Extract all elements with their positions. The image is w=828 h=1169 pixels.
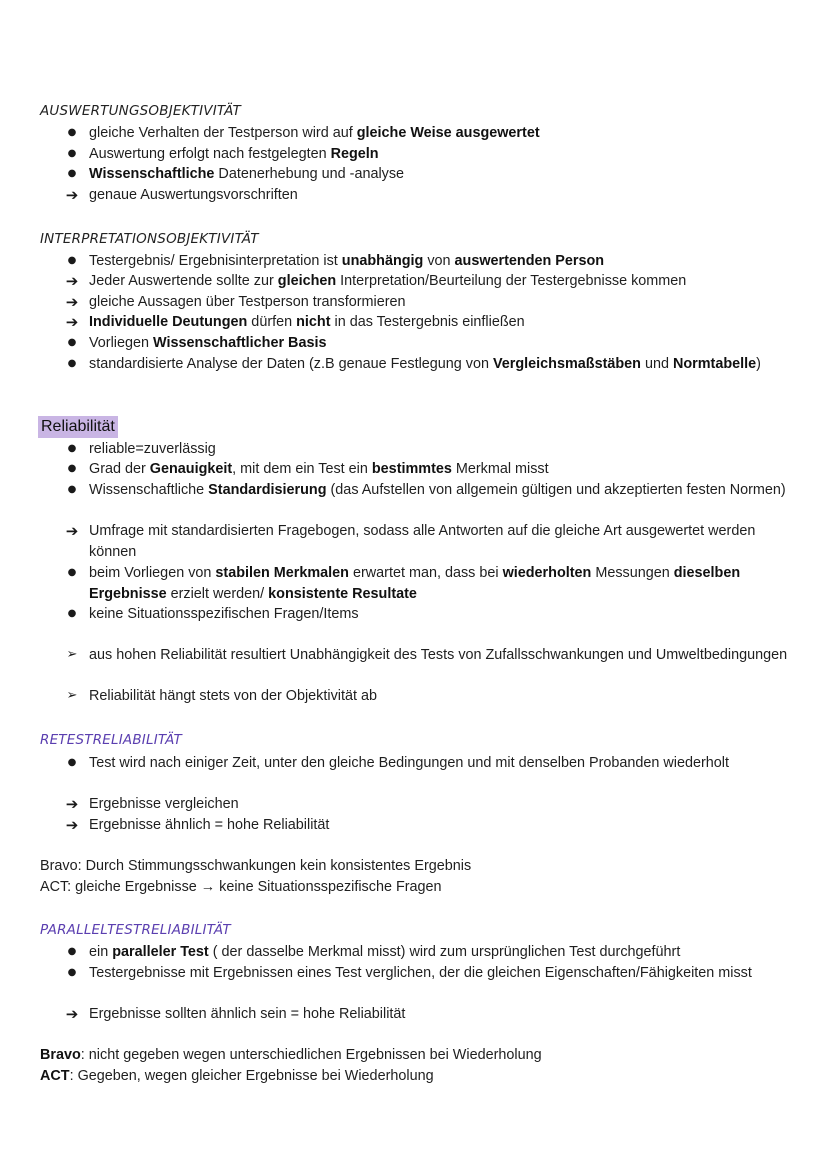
- list-item-text: [89, 521, 801, 562]
- bullet-icon: ●: [67, 567, 77, 578]
- text-run: beim Vorliegen von: [89, 565, 216, 581]
- list-item-text: [89, 815, 801, 836]
- bold-text: Normtabelle: [672, 356, 757, 372]
- arrow-icon: ➔: [65, 313, 79, 331]
- text-run: ): [756, 356, 761, 372]
- triangle-arrow-icon: ➢: [66, 688, 78, 703]
- text-run: ( der dasselbe Merkmal misst) wird zum ursprünglichen Test durchgeführt: [208, 944, 681, 960]
- bullet-icon: ●: [67, 337, 77, 348]
- triangle-arrow-icon: ➢: [66, 647, 78, 662]
- list-item-text: [89, 963, 801, 984]
- text-run: Reliabilität hängt stets von der Objektivität ab: [89, 688, 377, 704]
- text-run: Interpretation/Beurteilung der Testergebnisse kommen: [336, 273, 687, 289]
- text-run: gleiche Verhalten der Testperson wird auf: [89, 125, 357, 141]
- list-item-text: [89, 459, 801, 480]
- text-run: Testergebnisse mit Ergebnissen eines Test verglichen, der die gleichen Eigenschaften/Fähigkeiten misst: [89, 965, 752, 981]
- arrow-icon: ➔: [65, 272, 79, 290]
- bold-text: Regeln: [330, 146, 379, 162]
- bullet-icon: ●: [67, 148, 77, 159]
- text-run: Grad der: [89, 461, 150, 477]
- bullet-icon: ●: [67, 358, 77, 369]
- bullet-icon: ●: [67, 127, 77, 138]
- text-run: dürfen: [247, 314, 297, 330]
- text-run: erzielt werden/: [166, 585, 269, 602]
- heading-retestreliabilitaet: RETESTRELIABILITÄT: [40, 732, 183, 748]
- text-run: Ergebnisse ähnlich = hohe Reliabilität: [89, 817, 330, 833]
- text-run: (das Aufstellen von allgemein gültigen und akzeptierten festen Normen): [326, 482, 786, 498]
- text-run: erwartet man, dass bei: [348, 565, 503, 581]
- arrow-icon: ➔: [65, 816, 79, 834]
- text-run: von: [423, 253, 455, 269]
- text-run: gleiche Aussagen über Testperson transformieren: [89, 294, 406, 310]
- note-bravo-retest: [40, 856, 800, 877]
- list-item-text: [89, 794, 801, 815]
- bold-text: gleichen: [277, 273, 337, 289]
- list-item-text: [89, 251, 801, 272]
- bullet-icon: ●: [67, 255, 77, 266]
- text-run: Test wird nach einiger Zeit, unter den gleiche Bedingungen und mit denselben Probanden wiederholt: [89, 755, 730, 771]
- bold-text: Individuelle Deutungen: [89, 314, 248, 330]
- text-run: Merkmal misst: [451, 461, 549, 477]
- text-run: aus hohen Reliabilität resultiert Unabhängigkeit des Tests von Zufallsschwankungen und Umweltbedingungen: [89, 647, 788, 663]
- heading-paralleltestreliabilitaet: PARALLELTESTRELIABILITÄT: [40, 922, 231, 938]
- heading-interpretationsobjektivitaet: INTERPRETATIONSOBJEKTIVITÄT: [40, 231, 259, 247]
- arrow-icon: ➔: [65, 522, 79, 540]
- list-item-text: [89, 942, 801, 963]
- text-run: ACT: gleiche Ergebnisse → keine Situationsspezifische Fragen: [40, 879, 442, 895]
- bold-text: dieselben Ergebnisse: [89, 565, 741, 602]
- list-item-text: [89, 123, 801, 144]
- text-run: Bravo: Durch Stimmungsschwankungen kein konsistentes Ergebnis: [40, 858, 472, 874]
- list-item-text: [89, 604, 801, 625]
- list-item-text: [89, 480, 801, 501]
- text-run: Wissenschaftliche: [89, 482, 209, 498]
- text-run: genaue Auswertungsvorschriften: [89, 187, 298, 203]
- bold-text: Vergleichsmaßstäben: [492, 356, 641, 372]
- bold-text: Standardisierung: [208, 482, 327, 498]
- bullet-icon: ●: [67, 757, 77, 768]
- list-item-text: [89, 753, 801, 774]
- list-item-text: [89, 645, 801, 666]
- text-run: Ergebnisse sollten ähnlich sein = hohe Reliabilität: [89, 1006, 406, 1022]
- bold-text: ACT: [40, 1068, 70, 1084]
- arrow-icon: ➔: [65, 293, 79, 311]
- text-run: Auswertung erfolgt nach festgelegten: [89, 146, 331, 162]
- list-item-text: [89, 292, 801, 313]
- list-item-text: [89, 271, 801, 292]
- bullet-icon: ●: [67, 463, 77, 474]
- list-item-text: [89, 439, 801, 460]
- arrow-icon: ➔: [65, 1005, 79, 1023]
- text-run: Datenerhebung und -analyse: [214, 166, 405, 182]
- list-item-text: [89, 1004, 801, 1025]
- text-run: : Gegeben, wegen gleicher Ergebnisse bei Wiederholung: [69, 1068, 434, 1084]
- text-run: , mit dem ein Test ein: [232, 461, 372, 477]
- bold-text: konsistente Resultate: [268, 585, 417, 602]
- text-run: Umfrage mit standardisierten Fragebogen, sodass alle Antworten auf die gleiche Art ausgewertet werden können: [89, 523, 756, 560]
- text-run: in das Testergebnis einfließen: [330, 314, 525, 330]
- bold-text: Wissenschaftliche: [89, 166, 215, 182]
- text-run: : nicht gegeben wegen unterschiedlichen Ergebnissen bei Wiederholung: [80, 1047, 542, 1063]
- text-run: standardisierte Analyse der Daten (z.B genaue Festlegung von: [89, 356, 493, 372]
- text-run: Vorliegen: [89, 335, 154, 351]
- text-run: Jeder Auswertende sollte zur: [89, 273, 278, 289]
- list-item-text: [89, 354, 801, 375]
- note-act-parallel: [40, 1066, 800, 1087]
- text-run: Messungen: [591, 565, 674, 581]
- heading-reliabilitaet: Reliabilität: [38, 416, 118, 438]
- bold-text: bestimmtes: [371, 461, 452, 477]
- bold-text: gleiche Weise ausgewertet: [356, 125, 540, 141]
- text-run: Ergebnisse vergleichen: [89, 796, 239, 812]
- bullet-icon: ●: [67, 168, 77, 179]
- bold-text: Bravo: [40, 1047, 81, 1063]
- text-run: keine Situationsspezifischen Fragen/Items: [89, 606, 359, 622]
- note-bravo-parallel: [40, 1045, 800, 1066]
- bold-text: unabhängig: [341, 253, 424, 269]
- text-run: ein: [89, 944, 113, 960]
- bold-text: paralleler Test: [112, 944, 209, 960]
- note-act-retest: [40, 877, 800, 898]
- list-item-text: [89, 144, 801, 165]
- list-item-text: [89, 312, 801, 333]
- bullet-icon: ●: [67, 608, 77, 619]
- text-run: reliable=zuverlässig: [89, 441, 216, 457]
- bullet-icon: ●: [67, 946, 77, 957]
- arrow-icon: ➔: [65, 186, 79, 204]
- bold-text: Genauigkeit: [149, 461, 233, 477]
- bold-text: auswertenden Person: [454, 253, 605, 269]
- text-run: Testergebnis/ Ergebnisinterpretation ist: [89, 253, 342, 269]
- bold-text: Wissenschaftlicher Basis: [153, 335, 327, 351]
- heading-auswertungsobjektivitaet: AUSWERTUNGSOBJEKTIVITÄT: [40, 103, 242, 119]
- list-item-text: [89, 686, 801, 707]
- bullet-icon: ●: [67, 443, 77, 454]
- bullet-icon: ●: [67, 484, 77, 495]
- arrow-icon: ➔: [65, 795, 79, 813]
- list-item-text: [89, 333, 801, 354]
- bold-text: stabilen Merkmalen: [215, 565, 349, 581]
- list-item-text: [89, 164, 801, 185]
- bold-text: nicht: [296, 314, 331, 330]
- list-item-text: [89, 563, 801, 604]
- list-item-text: [89, 185, 801, 206]
- bullet-icon: ●: [67, 967, 77, 978]
- bold-text: wiederholten: [502, 565, 592, 581]
- text-run: und: [640, 356, 673, 372]
